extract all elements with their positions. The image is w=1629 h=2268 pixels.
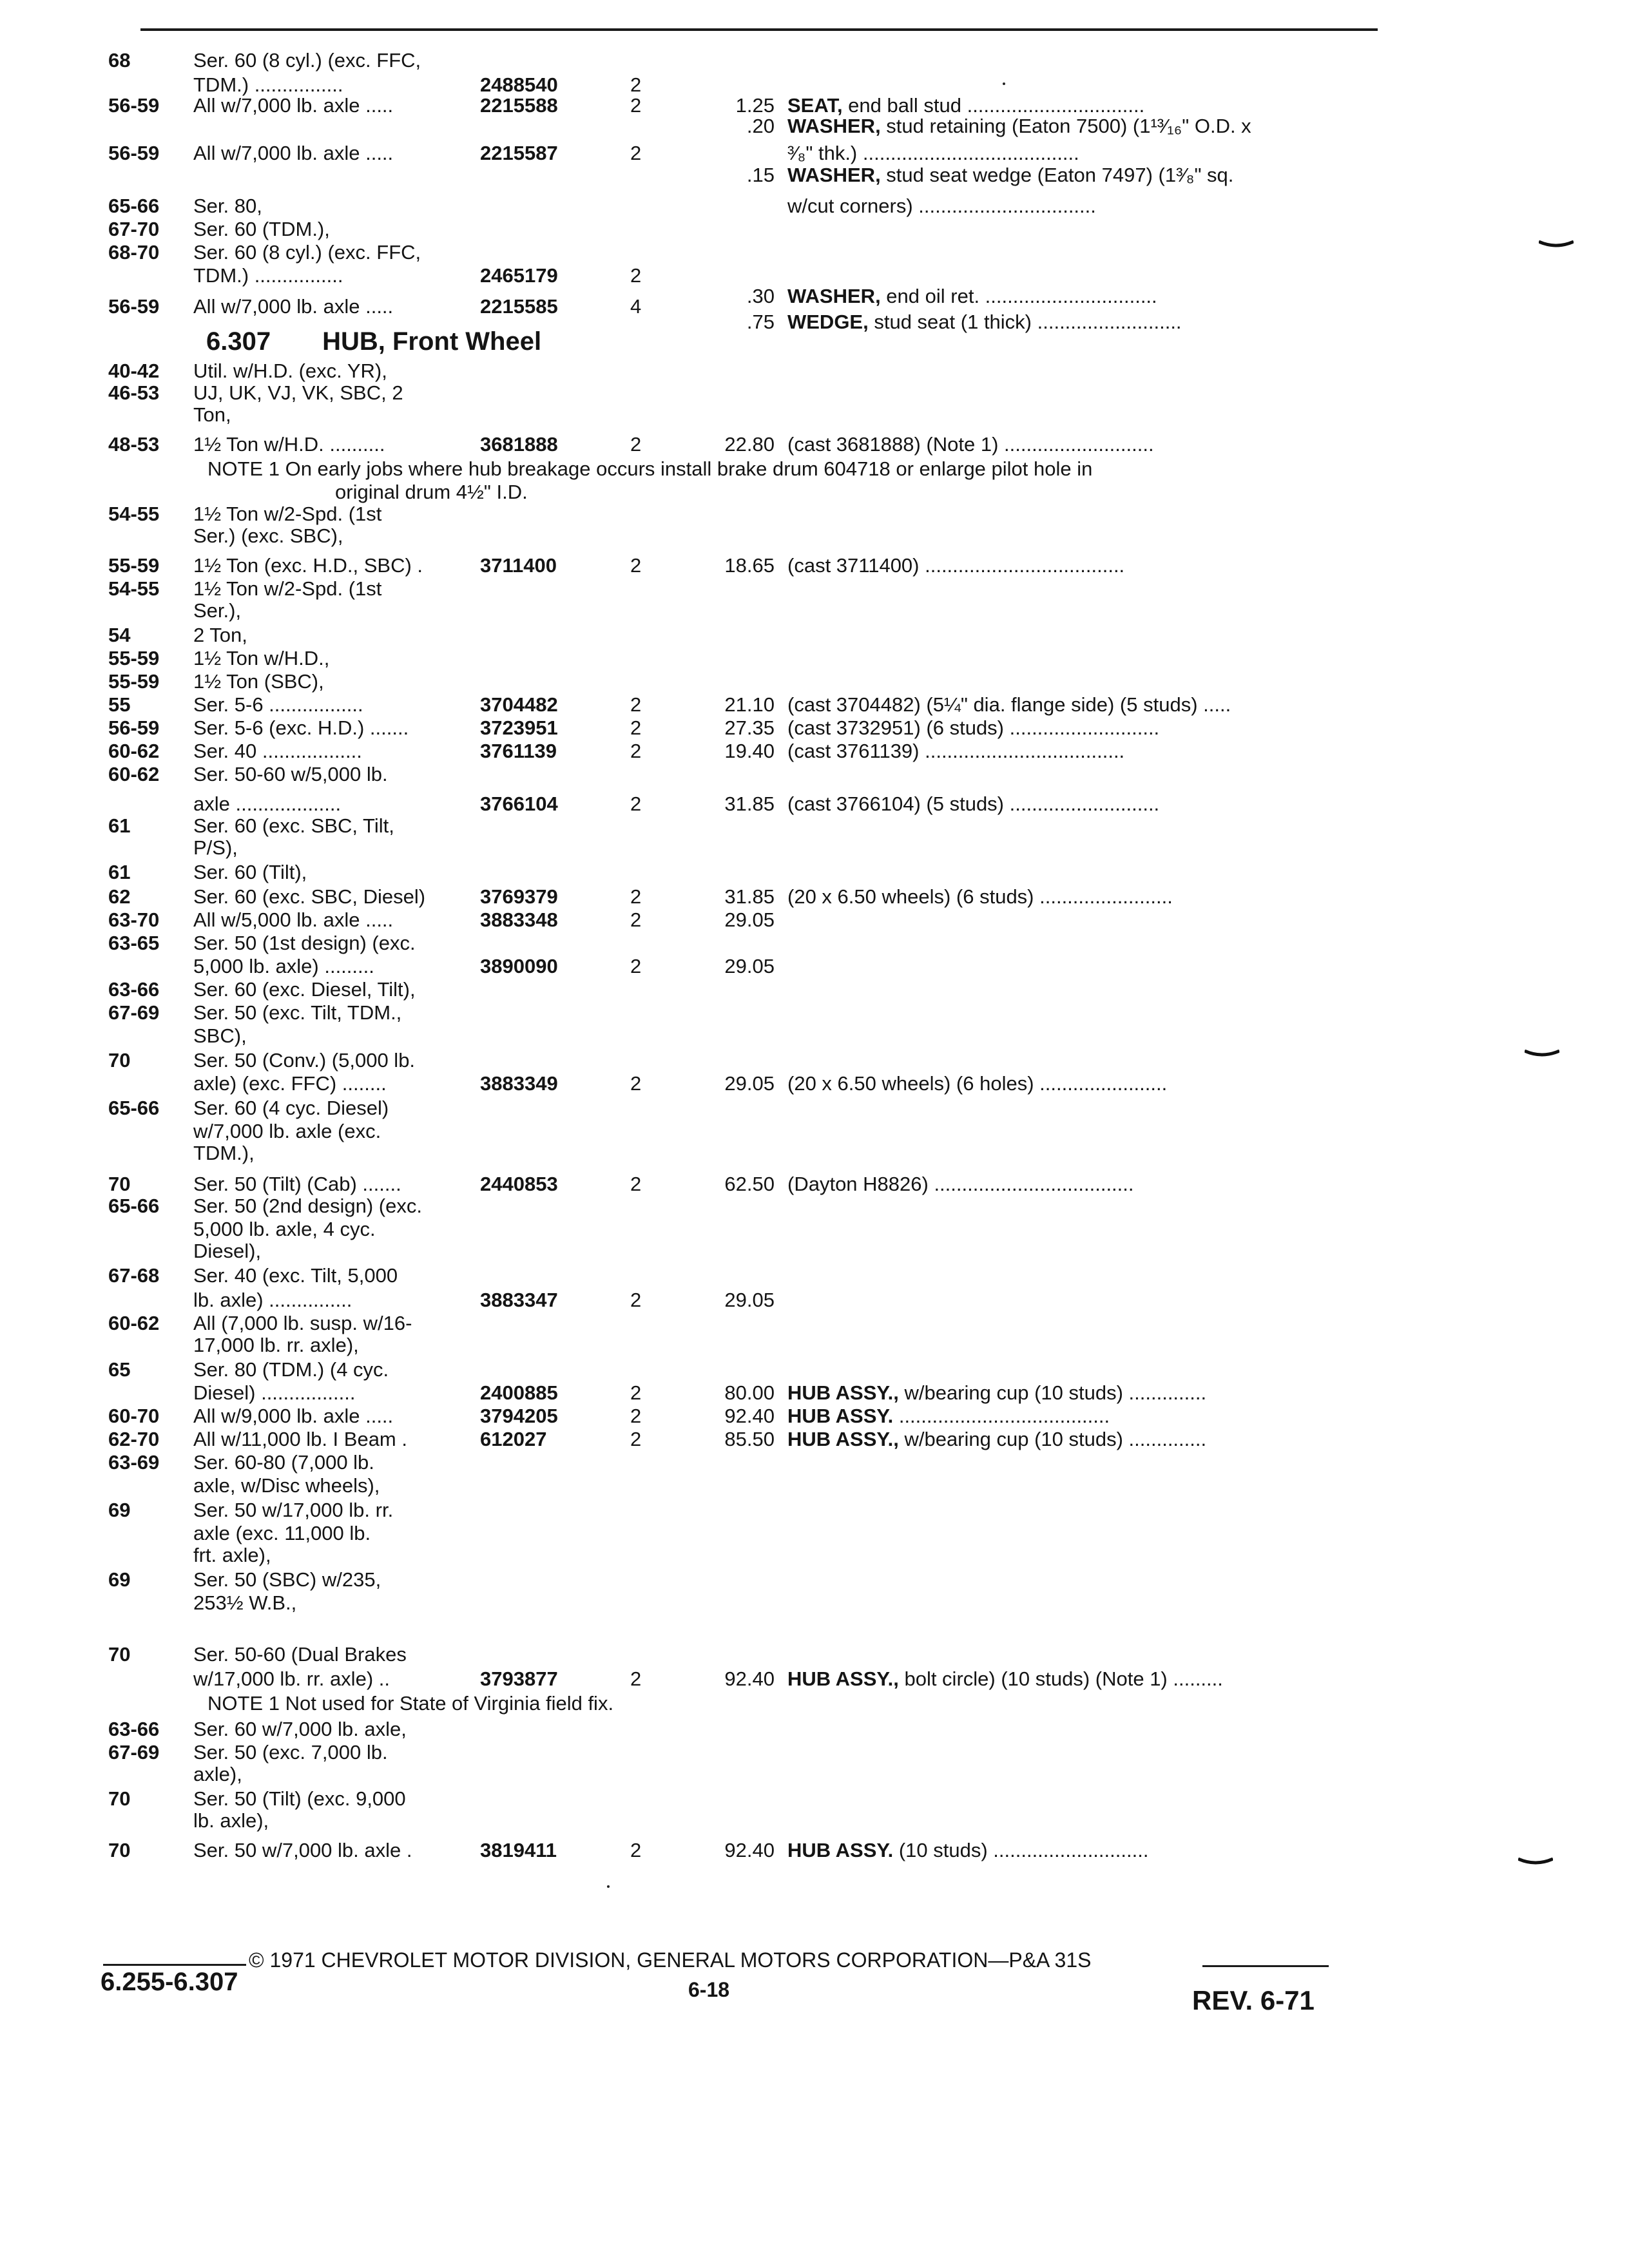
- quantity: 2: [630, 693, 642, 716]
- table-row: [0, 1193, 1629, 1219]
- table-row: [0, 762, 1629, 787]
- table-row: [0, 1542, 1629, 1568]
- quantity: 2: [630, 1381, 642, 1404]
- quantity: 2: [630, 1667, 642, 1690]
- table-row: [0, 240, 1629, 265]
- note-2: NOTE 1 Not used for State of Virginia field fix.: [207, 1692, 614, 1715]
- application: frt. axle),: [193, 1544, 271, 1566]
- quantity: 2: [630, 740, 642, 762]
- application: TDM.),: [193, 1142, 255, 1164]
- application: Ser. 40 ..................: [193, 740, 362, 762]
- application: Ser. 60 (exc. Diesel, Tilt),: [193, 978, 416, 1001]
- part-number: 3819411: [480, 1839, 557, 1861]
- year-range: 70: [108, 1173, 131, 1195]
- quantity: 2: [630, 1839, 642, 1861]
- quantity: 2: [630, 1072, 642, 1095]
- part-number: 3761139: [480, 740, 557, 762]
- table-row: [0, 1140, 1629, 1166]
- speck: [607, 1885, 610, 1888]
- table-row: [0, 193, 1629, 219]
- margin-mark: [1525, 1049, 1559, 1057]
- table-row: [0, 523, 1629, 549]
- description: [787, 113, 1367, 139]
- application: axle (exc. 11,000 lb.: [193, 1522, 371, 1544]
- year-range: 67-69: [108, 1001, 160, 1024]
- application: Ser.) (exc. SBC),: [193, 524, 343, 547]
- table-row: [0, 1838, 1629, 1863]
- year-range: 54-55: [108, 577, 160, 600]
- year-range: 70: [108, 1049, 131, 1072]
- table-row: [0, 646, 1629, 671]
- price: 21.10: [724, 693, 775, 716]
- price: 85.50: [724, 1428, 775, 1450]
- year-range: 68-70: [108, 241, 160, 264]
- description-text: (10 studs) ............................: [893, 1839, 1149, 1861]
- top-rule: [140, 28, 1378, 31]
- application: axle),: [193, 1763, 242, 1785]
- year-range: 60-62: [108, 763, 160, 785]
- table-row: [0, 1095, 1629, 1121]
- footer-page-number: 6-18: [688, 1978, 730, 2001]
- quantity: 2: [630, 1289, 642, 1311]
- application: Ser. 50 (exc. 7,000 lb.: [193, 1741, 388, 1763]
- application: Util. w/H.D. (exc. YR),: [193, 360, 387, 382]
- year-range: 55-59: [108, 554, 160, 577]
- table-row: [0, 715, 1629, 741]
- part-number: 2215587: [480, 142, 558, 164]
- table-row: [0, 1473, 1629, 1499]
- year-range: 65: [108, 1358, 131, 1381]
- application: All w/7,000 lb. axle .....: [193, 295, 394, 318]
- description-text: ......................................: [893, 1405, 1110, 1427]
- table-row: [0, 1716, 1629, 1742]
- price: .20: [746, 115, 775, 137]
- price: 92.40: [724, 1667, 775, 1690]
- part-number: 3794205: [480, 1405, 558, 1427]
- year-range: 70: [108, 1643, 131, 1666]
- description-text: (20 x 6.50 wheels) (6 studs) ........................: [787, 885, 1173, 908]
- table-row: [0, 1762, 1629, 1787]
- application: Ser. 60 (exc. SBC, Diesel): [193, 885, 426, 908]
- application: 5,000 lb. axle, 4 cyc.: [193, 1218, 376, 1240]
- application: axle) (exc. FFC) ........: [193, 1072, 387, 1095]
- year-range: 63-66: [108, 978, 160, 1001]
- application: Ser. 60 (4 cyc. Diesel): [193, 1097, 389, 1119]
- table-row: [0, 977, 1629, 1003]
- part-number: 2465179: [480, 264, 558, 287]
- description-text: end ball stud ................................: [842, 94, 1145, 117]
- quantity: 2: [630, 433, 642, 456]
- quantity: 2: [630, 955, 642, 977]
- application: Ser. 50 (Tilt) (exc. 9,000: [193, 1787, 406, 1810]
- application: Diesel),: [193, 1240, 262, 1262]
- application: Ser. 50 (exc. Tilt, TDM.,: [193, 1001, 402, 1024]
- description-text: (cast 3761139) ....................................: [787, 740, 1125, 762]
- application: All w/11,000 lb. I Beam .: [193, 1428, 407, 1450]
- part-number: 3766104: [480, 793, 558, 815]
- description: [787, 884, 1367, 910]
- quantity: 2: [630, 142, 642, 164]
- table-row: [0, 432, 1629, 457]
- description: [787, 309, 1367, 335]
- year-range: 56-59: [108, 716, 160, 739]
- year-range: 56-59: [108, 295, 160, 318]
- table-row: [0, 835, 1629, 861]
- application: Ser. 50 (Conv.) (5,000 lb.: [193, 1049, 416, 1072]
- table-row: [0, 930, 1629, 956]
- description-text: (20 x 6.50 wheels) (6 holes) .......................: [787, 1072, 1168, 1095]
- application: All w/7,000 lb. axle .....: [193, 94, 394, 117]
- year-range: 61: [108, 814, 131, 837]
- year-range: 60-62: [108, 740, 160, 762]
- description-title: HUB ASSY.,: [787, 1381, 899, 1404]
- year-range: 65-66: [108, 1195, 160, 1217]
- description-text: ³⁄₈" thk.) .......................................: [787, 142, 1079, 164]
- price: 29.05: [724, 955, 775, 977]
- table-row: [0, 402, 1629, 428]
- description-text: stud seat (1 thick) ..........................: [868, 311, 1182, 333]
- year-range: 55-59: [108, 647, 160, 669]
- application: Ser. 5-6 .................: [193, 693, 363, 716]
- price: 62.50: [724, 1173, 775, 1195]
- table-row: [0, 1666, 1629, 1692]
- description: [787, 432, 1367, 457]
- year-range: 55-59: [108, 670, 160, 693]
- quantity: 2: [630, 73, 642, 96]
- application: w/7,000 lb. axle (exc.: [193, 1120, 381, 1142]
- table-row: [0, 113, 1629, 139]
- year-range: 56-59: [108, 142, 160, 164]
- application: 253½ W.B.,: [193, 1591, 297, 1614]
- year-range: 70: [108, 1787, 131, 1810]
- application: 1½ Ton w/H.D.,: [193, 647, 330, 669]
- application: Ser. 50 w/7,000 lb. axle .: [193, 1839, 412, 1861]
- application: lb. axle) ...............: [193, 1289, 352, 1311]
- year-range: 65-66: [108, 195, 160, 217]
- part-number: 3793877: [480, 1667, 558, 1690]
- quantity: 2: [630, 885, 642, 908]
- footer-rule-right: [1202, 1965, 1329, 1967]
- table-row: [0, 1023, 1629, 1049]
- description: [787, 738, 1367, 764]
- description: [787, 162, 1367, 188]
- section-number: 6.307: [206, 327, 271, 356]
- application: 2 Ton,: [193, 624, 247, 646]
- description-text: w/cut corners) ................................: [787, 195, 1096, 217]
- description: [787, 1403, 1367, 1429]
- application: Ser. 50-60 w/5,000 lb.: [193, 763, 388, 785]
- year-range: 63-69: [108, 1451, 160, 1474]
- table-row: [0, 884, 1629, 910]
- application: 1½ Ton (SBC),: [193, 670, 324, 693]
- table-row: [0, 954, 1629, 979]
- description-title: HUB ASSY.: [787, 1839, 894, 1861]
- description: [787, 1666, 1367, 1692]
- footer-section-range: 6.255-6.307: [101, 1968, 238, 1996]
- table-row: [0, 1263, 1629, 1289]
- part-number: 2400885: [480, 1381, 558, 1404]
- description: [787, 553, 1367, 579]
- part-number: 3723951: [480, 716, 558, 739]
- price: 19.40: [724, 740, 775, 762]
- application: w/17,000 lb. rr. axle) ..: [193, 1667, 390, 1690]
- year-range: 60-62: [108, 1312, 160, 1334]
- application: Ser.),: [193, 599, 242, 622]
- table-row: [0, 309, 1629, 335]
- description-text: end oil ret. ...............................: [880, 285, 1157, 307]
- table-row: [0, 48, 1629, 73]
- application: Ser. 60 (8 cyl.) (exc. FFC,: [193, 49, 421, 72]
- description-text: (cast 3732951) (6 studs) ...........................: [787, 716, 1160, 739]
- description-title: SEAT,: [787, 94, 843, 117]
- description-text: (cast 3766104) (5 studs) ...........................: [787, 793, 1160, 815]
- part-number: 3883349: [480, 1072, 558, 1095]
- description-text: (cast 3711400) ....................................: [787, 554, 1125, 577]
- part-number: 2215588: [480, 94, 558, 117]
- price: 80.00: [724, 1381, 775, 1404]
- description-title: WASHER,: [787, 115, 881, 137]
- application: TDM.) ................: [193, 73, 343, 96]
- application: Ser. 50 (Tilt) (Cab) .......: [193, 1173, 401, 1195]
- application: Diesel) .................: [193, 1381, 356, 1404]
- table-row: [0, 860, 1629, 885]
- part-number: 3883347: [480, 1289, 558, 1311]
- table-row: [0, 1380, 1629, 1406]
- price: 29.05: [724, 1289, 775, 1311]
- application: P/S),: [193, 836, 238, 859]
- application: All (7,000 lb. susp. w/16-: [193, 1312, 412, 1334]
- price: 31.85: [724, 793, 775, 815]
- year-range: 62: [108, 885, 131, 908]
- price: 92.40: [724, 1839, 775, 1861]
- application: Ser. 50 (SBC) w/235,: [193, 1568, 381, 1591]
- price: .15: [746, 164, 775, 186]
- table-row: [0, 738, 1629, 764]
- part-number: 3681888: [480, 433, 558, 456]
- table-row: [0, 1000, 1629, 1026]
- description: [787, 1427, 1367, 1452]
- table-row: [0, 1332, 1629, 1358]
- table-row: [0, 1357, 1629, 1383]
- description-title: WASHER,: [787, 164, 881, 186]
- quantity: 2: [630, 1173, 642, 1195]
- part-number: 2488540: [480, 73, 558, 96]
- table-row: [0, 692, 1629, 718]
- table-row: [0, 1287, 1629, 1313]
- part-number: 3769379: [480, 885, 558, 908]
- description-title: HUB ASSY.,: [787, 1667, 899, 1690]
- price: 29.05: [724, 908, 775, 931]
- description: [787, 1380, 1367, 1406]
- description-title: HUB ASSY.: [787, 1405, 894, 1427]
- description: [787, 1071, 1367, 1097]
- description: [787, 193, 1367, 219]
- note-1-line-1: NOTE 1 On early jobs where hub breakage occurs install brake drum 604718 or enlarge pilot hole in: [207, 457, 1093, 480]
- table-row: [0, 1642, 1629, 1667]
- description-text: stud retaining (Eaton 7500) (1¹³⁄₁₆" O.D. x: [880, 115, 1251, 137]
- table-row: [0, 553, 1629, 579]
- application: Ser. 50 w/17,000 lb. rr.: [193, 1499, 394, 1521]
- table-row: [0, 162, 1629, 188]
- part-number: 3890090: [480, 955, 558, 977]
- year-range: 56-59: [108, 94, 160, 117]
- table-row: [0, 1071, 1629, 1097]
- table-row: [0, 1403, 1629, 1429]
- year-range: 67-68: [108, 1264, 160, 1287]
- table-row: [0, 1497, 1629, 1523]
- table-row: [0, 1808, 1629, 1834]
- quantity: 2: [630, 1428, 642, 1450]
- footer-revision: REV. 6-71: [1192, 1985, 1315, 2015]
- application: Ton,: [193, 403, 231, 426]
- description-title: HUB ASSY.,: [787, 1428, 899, 1450]
- description: [787, 1838, 1367, 1863]
- description-text: bolt circle) (10 studs) (Note 1) .........: [898, 1667, 1223, 1690]
- table-row: [0, 1567, 1629, 1593]
- application: lb. axle),: [193, 1809, 269, 1832]
- year-range: 63-70: [108, 908, 160, 931]
- quantity: 2: [630, 1405, 642, 1427]
- table-row: [0, 1450, 1629, 1475]
- table-row: [0, 598, 1629, 624]
- price: 1.25: [735, 94, 775, 117]
- quantity: 2: [630, 908, 642, 931]
- application: Ser. 60 (TDM.),: [193, 218, 330, 240]
- quantity: 2: [630, 716, 642, 739]
- quantity: 2: [630, 554, 642, 577]
- table-row: [0, 1238, 1629, 1264]
- section-title: HUB, Front Wheel: [322, 327, 542, 356]
- application: Ser. 60 (Tilt),: [193, 861, 307, 883]
- table-row: [0, 1590, 1629, 1616]
- price: 92.40: [724, 1405, 775, 1427]
- description-title: WEDGE,: [787, 311, 869, 333]
- year-range: 48-53: [108, 433, 160, 456]
- quantity: 4: [630, 295, 642, 318]
- part-number: 612027: [480, 1428, 547, 1450]
- part-number: 3883348: [480, 908, 558, 931]
- margin-mark: [1518, 1857, 1553, 1865]
- description-text: (cast 3681888) (Note 1) ...........................: [787, 433, 1154, 456]
- price: 18.65: [724, 554, 775, 577]
- application: TDM.) ................: [193, 264, 343, 287]
- description-text: stud seat wedge (Eaton 7497) (1³⁄₈" sq.: [880, 164, 1234, 186]
- year-range: 67-70: [108, 218, 160, 240]
- year-range: 54: [108, 624, 131, 646]
- application: Ser. 60-80 (7,000 lb.: [193, 1451, 374, 1474]
- part-number: 3711400: [480, 554, 557, 577]
- application: 5,000 lb. axle) .........: [193, 955, 374, 977]
- price: .75: [746, 311, 775, 333]
- quantity: 2: [630, 264, 642, 287]
- description-text: (cast 3704482) (5¼" dia. flange side) (5 studs) .....: [787, 693, 1231, 716]
- speck: [1003, 82, 1005, 85]
- description-text: w/bearing cup (10 studs) ..............: [898, 1428, 1207, 1450]
- price: .30: [746, 285, 775, 307]
- application: SBC),: [193, 1024, 247, 1047]
- application: 1½ Ton w/2-Spd. (1st: [193, 503, 382, 525]
- application: Ser. 60 (exc. SBC, Tilt,: [193, 814, 394, 837]
- year-range: 60-70: [108, 1405, 160, 1427]
- application: All w/5,000 lb. axle .....: [193, 908, 394, 931]
- application: 17,000 lb. rr. axle),: [193, 1334, 359, 1356]
- year-range: 63-65: [108, 932, 160, 954]
- year-range: 65-66: [108, 1097, 160, 1119]
- year-range: 46-53: [108, 381, 160, 404]
- year-range: 68: [108, 49, 131, 72]
- table-row: [0, 622, 1629, 648]
- table-row: [0, 907, 1629, 933]
- quantity: 2: [630, 793, 642, 815]
- margin-mark: [1539, 240, 1574, 247]
- year-range: 61: [108, 861, 131, 883]
- year-range: 40-42: [108, 360, 160, 382]
- application: All w/9,000 lb. axle .....: [193, 1405, 394, 1427]
- price: 29.05: [724, 1072, 775, 1095]
- description: [787, 692, 1367, 718]
- application: Ser. 60 w/7,000 lb. axle,: [193, 1718, 407, 1740]
- year-range: 69: [108, 1568, 131, 1591]
- year-range: 70: [108, 1839, 131, 1861]
- part-number: 2215585: [480, 295, 558, 318]
- application: Ser. 40 (exc. Tilt, 5,000: [193, 1264, 398, 1287]
- year-range: 62-70: [108, 1428, 160, 1450]
- application: axle ...................: [193, 793, 342, 815]
- description-text: w/bearing cup (10 studs) ..............: [898, 1381, 1207, 1404]
- table-row: [0, 1427, 1629, 1452]
- application: 1½ Ton w/2-Spd. (1st: [193, 577, 382, 600]
- price: 27.35: [724, 716, 775, 739]
- application: Ser. 60 (8 cyl.) (exc. FFC,: [193, 241, 421, 264]
- application: Ser. 80 (TDM.) (4 cyc.: [193, 1358, 389, 1381]
- year-range: 67-69: [108, 1741, 160, 1763]
- application: All w/7,000 lb. axle .....: [193, 142, 394, 164]
- application: Ser. 50-60 (Dual Brakes: [193, 1643, 407, 1666]
- description-title: WASHER,: [787, 285, 881, 307]
- application: Ser. 50 (1st design) (exc.: [193, 932, 416, 954]
- description-text: (Dayton H8826) ....................................: [787, 1173, 1134, 1195]
- application: Ser. 5-6 (exc. H.D.) .......: [193, 716, 409, 739]
- application: 1½ Ton (exc. H.D., SBC) .: [193, 554, 423, 577]
- table-row: [0, 1048, 1629, 1073]
- table-row: [0, 669, 1629, 695]
- application: Ser. 80,: [193, 195, 262, 217]
- footer-copyright: © 1971 CHEVROLET MOTOR DIVISION, GENERAL MOTORS CORPORATION—P&A 31S: [249, 1948, 1092, 1972]
- application: 1½ Ton w/H.D. ..........: [193, 433, 385, 456]
- description: [787, 715, 1367, 741]
- year-range: 69: [108, 1499, 131, 1521]
- table-row: [0, 216, 1629, 242]
- price: 22.80: [724, 433, 775, 456]
- application: Ser. 50 (2nd design) (exc.: [193, 1195, 422, 1217]
- year-range: 55: [108, 693, 131, 716]
- year-range: 54-55: [108, 503, 160, 525]
- quantity: 2: [630, 94, 642, 117]
- footer-rule-left: [103, 1964, 246, 1966]
- year-range: 63-66: [108, 1718, 160, 1740]
- part-number: 2440853: [480, 1173, 558, 1195]
- application: UJ, UK, VJ, VK, SBC, 2: [193, 381, 403, 404]
- price: 31.85: [724, 885, 775, 908]
- part-number: 3704482: [480, 693, 558, 716]
- note-1-line-2: original drum 4½" I.D.: [335, 481, 528, 503]
- application: axle, w/Disc wheels),: [193, 1474, 380, 1497]
